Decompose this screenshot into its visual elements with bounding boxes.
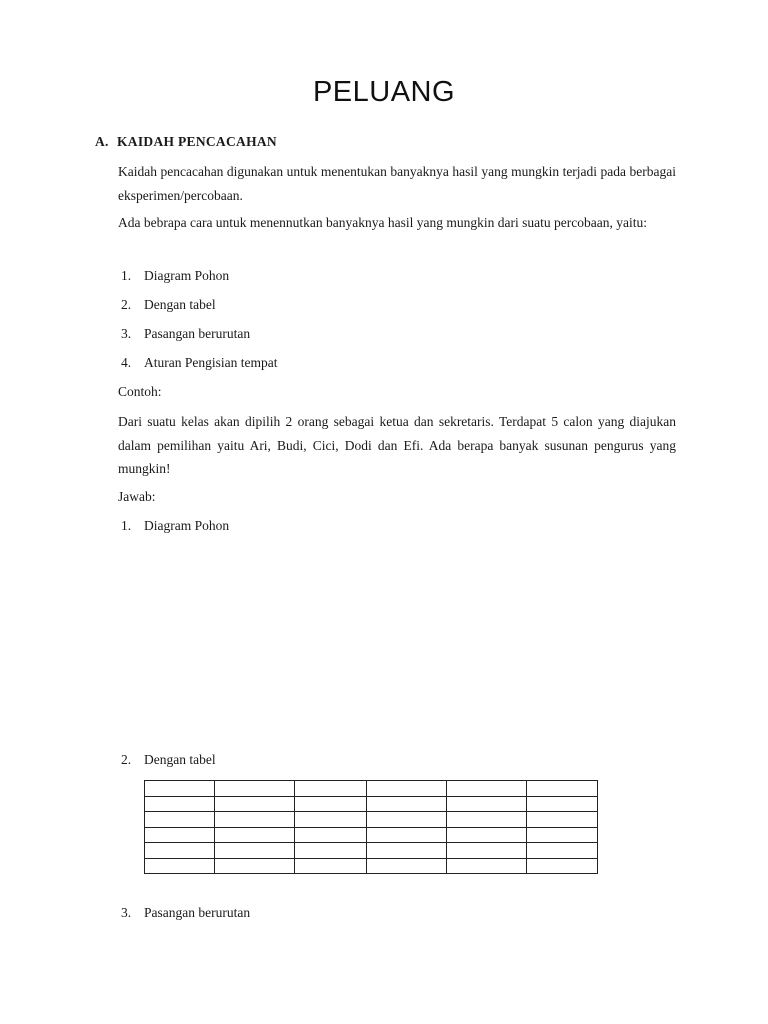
table-cell xyxy=(527,781,598,797)
list-item-number: 2. xyxy=(121,297,132,312)
table-cell xyxy=(145,827,215,843)
table-cell xyxy=(215,796,295,812)
table-cell xyxy=(295,812,367,828)
table-cell xyxy=(447,858,527,874)
answer-item-number: 3. xyxy=(121,905,132,920)
list-item-label: Aturan Pengisian tempat xyxy=(144,355,278,370)
table-cell xyxy=(447,812,527,828)
table-cell xyxy=(367,796,447,812)
table-cell xyxy=(367,781,447,797)
table-cell xyxy=(447,781,527,797)
list-item-number: 4. xyxy=(121,355,132,370)
list-item xyxy=(121,264,229,287)
answer-label: Jawab: xyxy=(118,489,156,504)
table-cell xyxy=(527,843,598,859)
intro-paragraph: Kaidah pencacahan digunakan untuk menentukan banyaknya hasil yang mungkin terjadi pada berbagai eksperimen/percobaan. xyxy=(118,164,676,203)
table-row xyxy=(145,858,598,874)
list-item-label: Pasangan berurutan xyxy=(144,326,251,341)
table-cell xyxy=(367,812,447,828)
table-cell xyxy=(447,827,527,843)
table-cell xyxy=(145,796,215,812)
answer-item xyxy=(121,748,216,771)
ways-intro-paragraph: Ada bebrapa cara untuk menennutkan banyaknya hasil yang mungkin dari suatu percobaan, yaitu: xyxy=(118,215,647,230)
table-cell xyxy=(527,812,598,828)
answer-item xyxy=(121,514,229,537)
table-row xyxy=(145,781,598,797)
empty-table-body xyxy=(145,781,598,874)
table-cell xyxy=(215,781,295,797)
table-row xyxy=(145,796,598,812)
list-item-label: Dengan tabel xyxy=(144,297,216,312)
answer-item xyxy=(121,901,250,924)
table-cell xyxy=(527,858,598,874)
section-title: KAIDAH PENCACAHAN xyxy=(117,134,277,149)
table-cell xyxy=(145,858,215,874)
table-cell xyxy=(215,858,295,874)
table-cell xyxy=(367,858,447,874)
list-item xyxy=(121,351,277,374)
list-item-number: 3. xyxy=(121,326,132,341)
table-cell xyxy=(295,827,367,843)
example-paragraph: Dari suatu kelas akan dipilih 2 orang sebagai ketua dan sekretaris. Terdapat 5 calon yang diajukan dalam pemilihan yaitu Ari, Budi, Cici, Dodi dan Efi. Ada berapa banyak susunan pengurus yang mungkin! xyxy=(118,414,676,476)
table-cell xyxy=(145,781,215,797)
table-row xyxy=(145,843,598,859)
empty-table xyxy=(144,780,598,874)
table-cell xyxy=(447,796,527,812)
table-cell xyxy=(145,812,215,828)
table-cell xyxy=(215,812,295,828)
section-letter: A. xyxy=(95,134,109,149)
table-cell xyxy=(367,843,447,859)
section-heading xyxy=(95,134,277,150)
page-title: PELUANG xyxy=(312,76,456,108)
table-cell xyxy=(215,843,295,859)
table-cell xyxy=(527,827,598,843)
table-cell xyxy=(367,827,447,843)
answer-item-number: 1. xyxy=(121,518,132,533)
table-row xyxy=(145,827,598,843)
answer-item-label: Pasangan berurutan xyxy=(144,905,251,920)
table-cell xyxy=(447,843,527,859)
list-item-number: 1. xyxy=(121,268,132,283)
table-cell xyxy=(527,796,598,812)
table-cell xyxy=(295,843,367,859)
answer-item-number: 2. xyxy=(121,752,132,767)
answer-item-label: Diagram Pohon xyxy=(144,518,230,533)
example-label: Contoh: xyxy=(118,384,162,399)
list-item-label: Diagram Pohon xyxy=(144,268,230,283)
answer-item-label: Dengan tabel xyxy=(144,752,216,767)
list-item xyxy=(121,293,216,316)
table-cell xyxy=(215,827,295,843)
table-cell xyxy=(295,796,367,812)
table-cell xyxy=(295,858,367,874)
table-cell xyxy=(295,781,367,797)
table-row xyxy=(145,812,598,828)
list-item xyxy=(121,322,250,345)
table-cell xyxy=(145,843,215,859)
